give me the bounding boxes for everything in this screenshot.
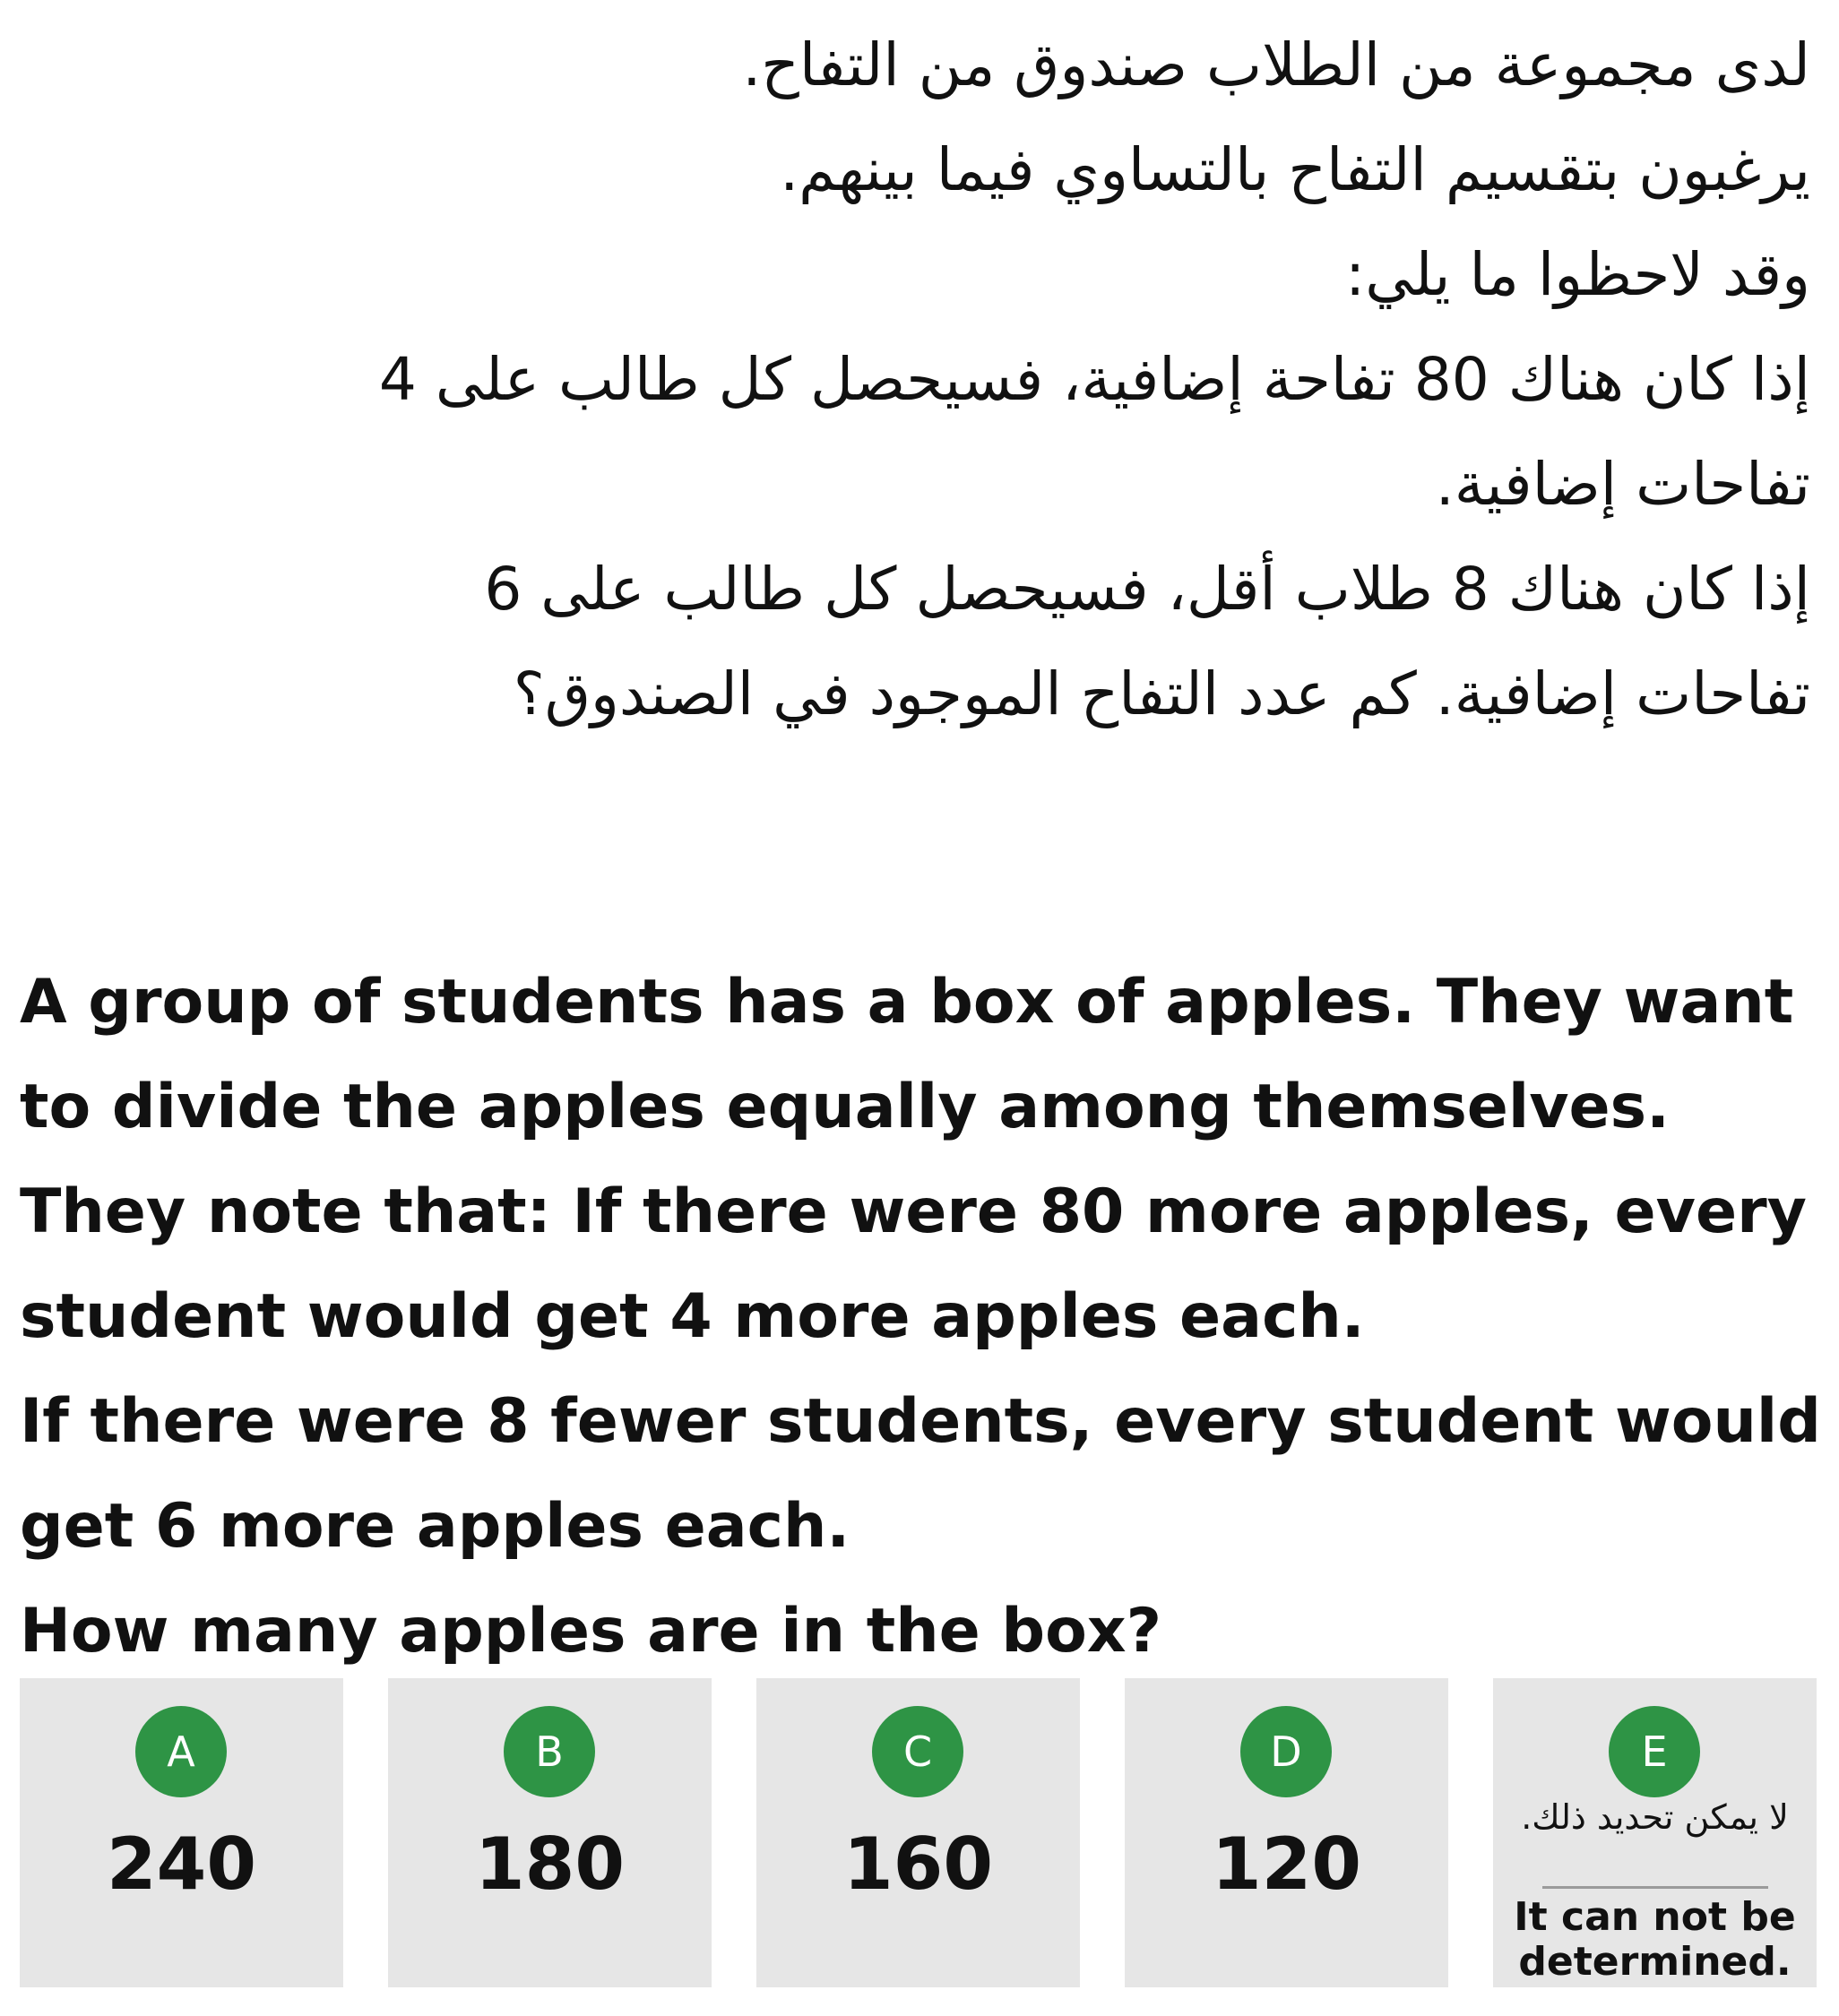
option-d[interactable] [1125, 1678, 1448, 1987]
option-e[interactable] [1493, 1678, 1817, 1987]
option-a-badge: A [135, 1706, 227, 1797]
question-arabic-line-5: تفاحات إضافية. [1435, 450, 1810, 519]
option-d-value: 120 [1212, 1822, 1361, 1906]
answer-options [20, 1678, 1817, 1987]
option-b-badge: B [504, 1706, 595, 1797]
question-arabic-line-4: إذا كان هناك 80 تفاحة إضافية، فسيحصل كل طالب على 4 [378, 345, 1810, 414]
option-e-value-english: It can not be determined. [1514, 1894, 1796, 1985]
question-arabic-line-2: يرغبون بتقسيم التفاح بالتساوي فيما بينهم. [780, 135, 1810, 204]
question-arabic-line-3: وقد لاحظوا ما يلي: [1345, 240, 1810, 309]
question-english-line-7: How many apples are in the box? [20, 1596, 1162, 1667]
option-e-divider [1542, 1886, 1768, 1889]
option-a-value: 240 [107, 1822, 256, 1906]
option-c-badge: C [872, 1706, 963, 1797]
question-english-line-1: A group of students has a box of apples. They want [20, 967, 1794, 1038]
option-c-value: 160 [843, 1822, 993, 1906]
question-english-line-6: get 6 more apples each. [20, 1491, 850, 1562]
option-e-badge: E [1609, 1706, 1700, 1797]
question-english-line-4: student would get 4 more apples each. [20, 1281, 1365, 1352]
option-b-value: 180 [475, 1822, 625, 1906]
option-c[interactable] [756, 1678, 1080, 1987]
question-arabic-line-6: إذا كان هناك 8 طلاب أقل، فسيحصل كل طالب على 6 [484, 555, 1810, 624]
option-b[interactable] [388, 1678, 712, 1987]
option-d-badge: D [1240, 1706, 1332, 1797]
option-a[interactable] [20, 1678, 343, 1987]
option-e-value-arabic: لا يمكن تحديد ذلك. [1521, 1797, 1789, 1837]
question-english-line-3: They note that: If there were 80 more apples, every [20, 1176, 1807, 1247]
question-arabic-line-1: لدى مجموعة من الطلاب صندوق من التفاح. [742, 30, 1810, 99]
question-english [20, 950, 1821, 1684]
question-arabic-line-7: تفاحات إضافية. كم عدد التفاح الموجود في الصندوق؟ [513, 659, 1810, 728]
question-arabic [27, 13, 1810, 746]
question-english-line-2: to divide the apples equally among themselves. [20, 1072, 1670, 1142]
question-english-line-5: If there were 8 fewer students, every student would [20, 1386, 1821, 1457]
